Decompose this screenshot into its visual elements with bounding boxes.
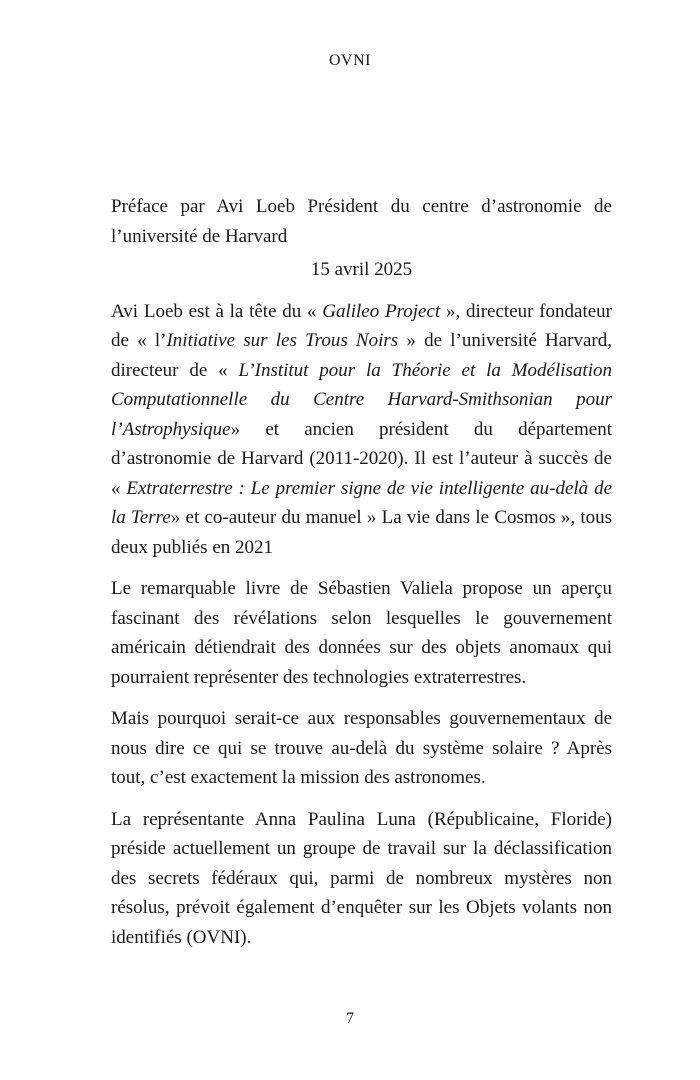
running-header: OVNI: [329, 52, 371, 69]
preface-title: Préface par Avi Loeb Président du centre d’astronomie de l’université de Harvard: [111, 196, 612, 247]
bio-paragraph: [111, 297, 612, 563]
bio-italic-institute: L’Institut pour la Théorie et la Modélisation Computationnelle du Centre Harvard-Smithsonian pour l’Astrophysique: [111, 359, 612, 440]
bio-text-4: » et ancien président du département d’astronomie de Harvard (2011-2020). Il est l’auteur à succès de «: [111, 418, 612, 499]
bio-italic-galileo-project: Galileo Project: [322, 300, 441, 322]
bio-text-3: » de l’université Harvard, directeur de «: [111, 330, 612, 381]
page-body: [111, 192, 612, 964]
bio-text-5: » et co-auteur du manuel » La vie dans le Cosmos », tous deux publiés en 2021: [111, 507, 612, 558]
preface-date: 15 avril 2025: [310, 259, 413, 280]
bio-italic-book-title: Extraterrestre : Le premier signe de vie intelligente au-delà de la Terre: [111, 477, 613, 528]
body-paragraph: Mais pourquoi serait-ce aux responsables gouvernementaux de nous dire ce qui se trouve au-delà du système solaire ? Après tout, c’est exactement la mission des astronomes.: [111, 708, 612, 788]
body-paragraph: Le remarquable livre de Sébastien Valiela propose un aperçu fascinant des révélations selon lesquelles le gouvernement américain détiendrait des données sur des objets anomaux qui pourraient représenter des technologies extraterrestres.: [111, 578, 612, 688]
page-number: 7: [346, 1010, 354, 1027]
bio-italic-black-hole-initiative: Initiative sur les Trous Noirs: [166, 330, 399, 351]
bio-text-1: Avi Loeb est à la tête du «: [111, 300, 323, 322]
bio-text-2: », directeur fondateur de « l’: [111, 300, 612, 351]
body-paragraph: La représentante Anna Paulina Luna (Républicaine, Floride) préside actuellement un groupe de travail sur la déclassification des secrets fédéraux qui, parmi de nombreux mystères non résolus, prévoit également d’enquêter sur les Objets volants non identifiés (OVNI).: [111, 808, 612, 948]
